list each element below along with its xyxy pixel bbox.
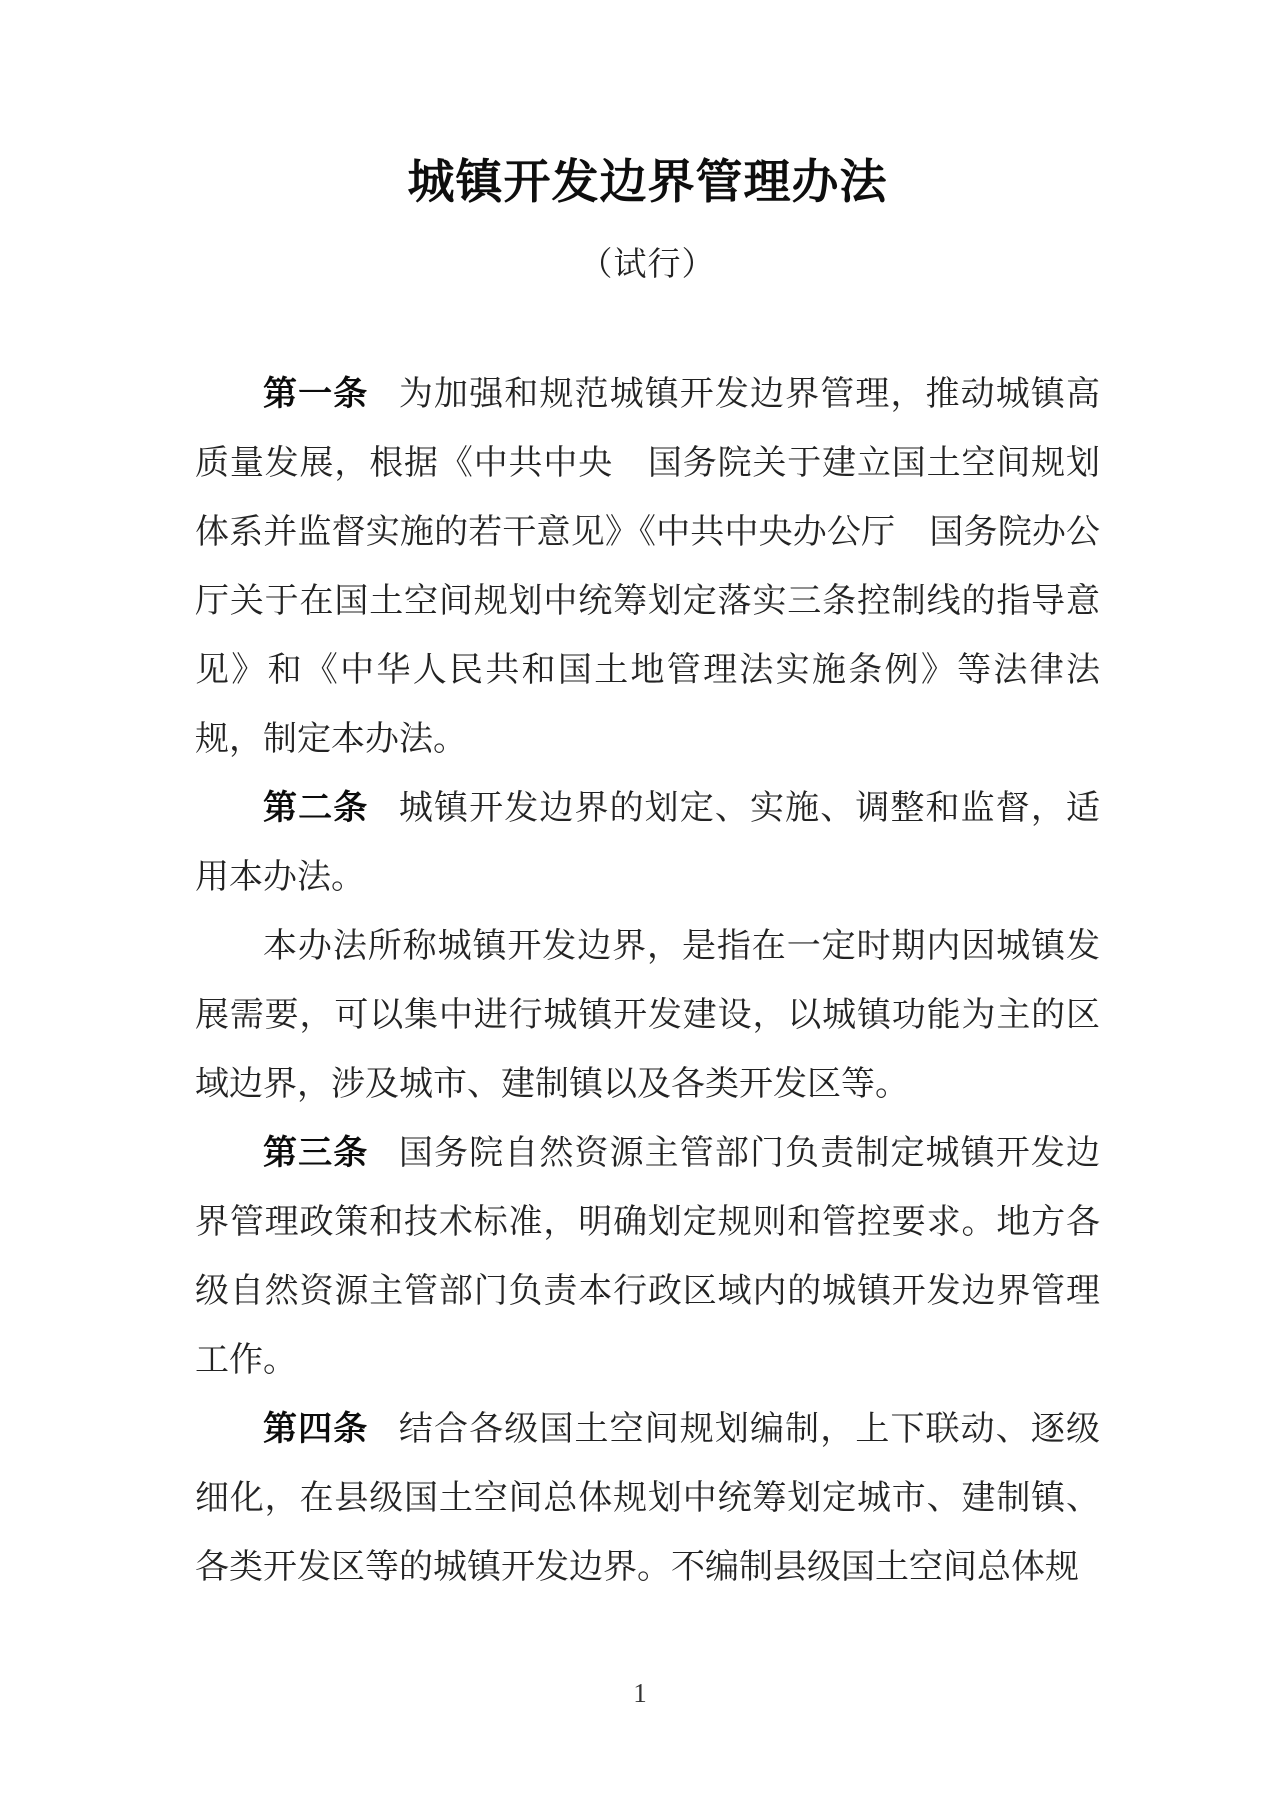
paragraph bbox=[195, 360, 1100, 774]
paragraph bbox=[195, 912, 1100, 1119]
page-number: 1 bbox=[633, 1678, 647, 1708]
article-number-label: 第三条 bbox=[263, 1134, 369, 1172]
article-number-label: 第一条 bbox=[263, 375, 369, 413]
document-body bbox=[195, 360, 1100, 1602]
paragraph bbox=[195, 1119, 1100, 1395]
paragraph-text: 国务院自然资源主管部门负责制定城镇开发边界管理政策和技术标准，明确划定规则和管控要求。地方各级自然资源主管部门负责本行政区域内的城镇开发边界管理工作。 bbox=[195, 1135, 1100, 1379]
paragraph-text: 为加强和规范城镇开发边界管理，推动城镇高质量发展，根据《中共中央 国务院关于建立国土空间规划体系并监督实施的若干意见》《中共中央办公厅 国务院办公厅关于在国土空间规划中统筹划定落实三条控制线的指导意见》和《中华人民共和国土地管理法实施条例》等法律法规，制定本办法。 bbox=[195, 376, 1100, 758]
document-title: 城镇开发边界管理办法 bbox=[407, 157, 888, 209]
article-number-label: 第二条 bbox=[263, 789, 369, 827]
paragraph-text: 结合各级国土空间规划编制，上下联动、逐级细化，在县级国土空间总体规划中统筹划定城市、建制镇、各类开发区等的城镇开发边界。不编制县级国土空间总体规 bbox=[195, 1411, 1100, 1586]
article-number-label: 第四条 bbox=[263, 1410, 369, 1448]
paragraph-text: 城镇开发边界的划定、实施、调整和监督，适用本办法。 bbox=[195, 790, 1100, 896]
paragraph-text: 本办法所称城镇开发边界，是指在一定时期内因城镇发展需要，可以集中进行城镇开发建设，以城镇功能为主的区域边界，涉及城市、建制镇以及各类开发区等。 bbox=[195, 928, 1100, 1103]
paragraph bbox=[195, 1395, 1100, 1602]
paragraph bbox=[195, 774, 1100, 912]
document-subtitle: （试行） bbox=[579, 247, 716, 283]
document-content-column bbox=[195, 0, 1100, 1602]
